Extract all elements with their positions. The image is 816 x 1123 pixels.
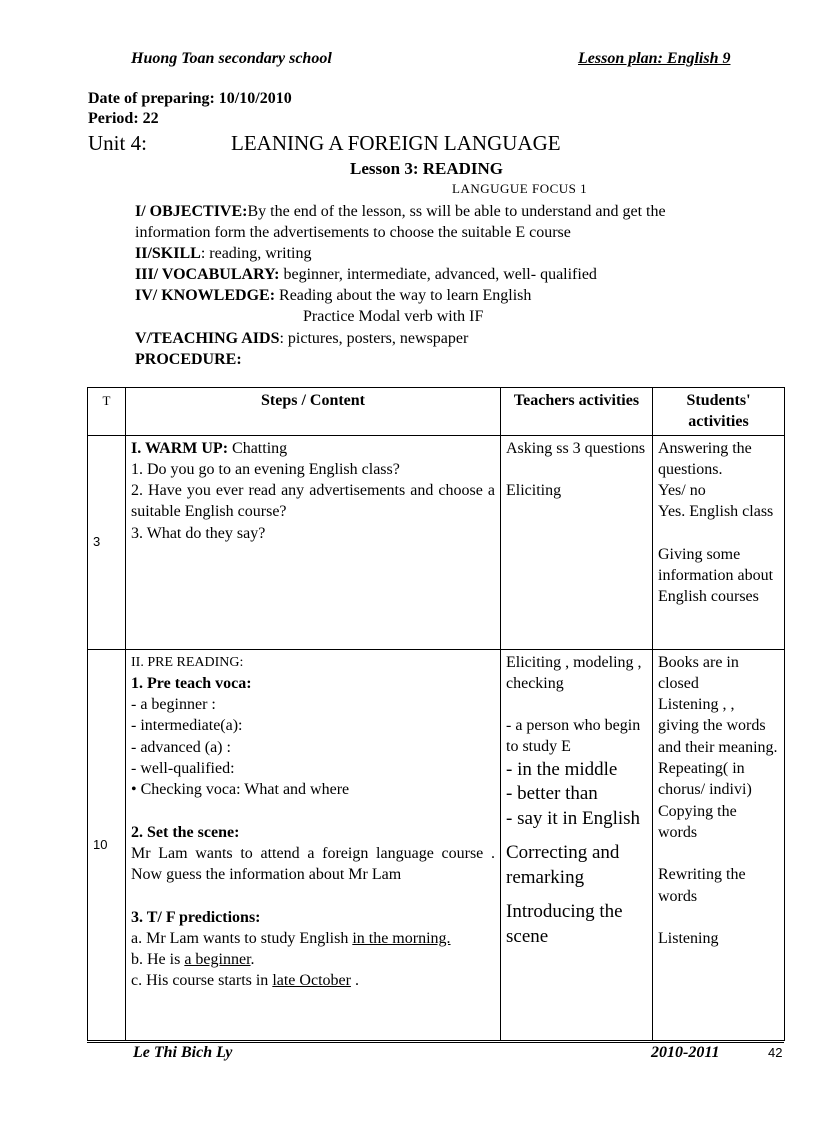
student-activity: Copying the words bbox=[658, 802, 737, 841]
procedure-heading: PROCEDURE: bbox=[135, 351, 242, 368]
teacher-activity: - better than bbox=[506, 783, 598, 805]
unit-title: LEANING A FOREIGN LANGUAGE bbox=[231, 131, 561, 155]
row1-time: 3 bbox=[88, 435, 126, 649]
date-of-preparing: Date of preparing: 10/10/2010 bbox=[88, 90, 292, 107]
student-activity: Rewriting the words bbox=[658, 866, 746, 905]
prediction-a bbox=[131, 928, 495, 949]
warm-up-question-3: 3. What do they say? bbox=[131, 524, 266, 542]
teacher-activity: Asking ss 3 questions bbox=[506, 439, 646, 457]
row2-steps bbox=[126, 649, 501, 1040]
lesson-subtitle: LANGUGUE FOCUS 1 bbox=[452, 181, 588, 196]
page-number: 42 bbox=[768, 1045, 783, 1060]
vocab-item: - advanced (a) : bbox=[131, 738, 231, 756]
skill-text: : reading, writing bbox=[200, 245, 312, 262]
footer-rule bbox=[87, 1042, 784, 1043]
set-scene-text: Mr Lam wants to attend a foreign language course . Now guess the information about Mr Lam bbox=[131, 844, 495, 884]
warm-up-question-2: 2. Have you ever read any advertisements and choose a suitable English course? bbox=[131, 482, 495, 521]
vocabulary-label: III/ VOCABULARY: bbox=[135, 266, 280, 283]
prediction-b-end: . bbox=[250, 951, 255, 969]
unit-number: Unit 4: bbox=[88, 131, 147, 155]
teacher-activity: Eliciting , modeling , checking bbox=[506, 653, 642, 692]
teaching-aids-label: V/TEACHING AIDS bbox=[135, 330, 280, 347]
prediction-b-underlined: a beginner bbox=[184, 951, 251, 969]
row1-students bbox=[653, 435, 785, 649]
student-activity: Yes. English class bbox=[658, 503, 774, 521]
row1-teachers bbox=[501, 435, 653, 649]
vocab-item: - well-qualified: bbox=[131, 760, 235, 778]
row2-teachers bbox=[501, 649, 653, 1040]
skill-label: II/SKILL bbox=[135, 245, 201, 262]
vocabulary-line bbox=[135, 264, 597, 285]
teaching-aids-text: : pictures, posters, newspaper bbox=[279, 330, 469, 347]
vocabulary-text: beginner, intermediate, advanced, well- qualified bbox=[279, 266, 597, 283]
student-activity: Yes/ no bbox=[658, 482, 706, 500]
bullet-icon: • bbox=[131, 781, 141, 799]
pre-reading-heading: II. PRE READING: bbox=[131, 654, 244, 670]
teacher-activity: - a person who begin to study E bbox=[506, 717, 641, 756]
procedure-table bbox=[87, 387, 785, 1041]
warm-up-question-1: 1. Do you go to an evening English class? bbox=[131, 460, 400, 478]
lesson-title: Lesson 3: READING bbox=[350, 159, 504, 178]
vocab-item: - a beginner : bbox=[131, 696, 216, 714]
teacher-activity: Correcting and remarking bbox=[506, 842, 620, 888]
prediction-c bbox=[131, 970, 495, 991]
knowledge-label: IV/ KNOWLEDGE: bbox=[135, 287, 276, 304]
warm-up-activity: Chatting bbox=[228, 439, 288, 457]
teacher-activity: Eliciting bbox=[506, 481, 562, 499]
col-header-steps: Steps / Content bbox=[126, 388, 501, 436]
knowledge-line-2: Practice Modal verb with IF bbox=[303, 308, 484, 325]
student-activity: Repeating( in chorus/ indivi) bbox=[658, 760, 752, 799]
row2-students bbox=[653, 649, 785, 1040]
col-header-time: T bbox=[88, 388, 126, 436]
prediction-a-text: a. Mr Lam wants to study English bbox=[131, 929, 353, 947]
lesson-plan-title: Lesson plan: English 9 bbox=[578, 50, 731, 67]
prediction-a-underlined: in the morning. bbox=[352, 929, 451, 947]
prediction-c-end: . bbox=[350, 972, 359, 990]
teacher-activity: Introducing the scene bbox=[506, 901, 623, 947]
knowledge-line bbox=[135, 285, 531, 306]
set-scene-title: 2. Set the scene: bbox=[131, 823, 240, 841]
pre-teach-voca-title: 1. Pre teach voca: bbox=[131, 674, 252, 692]
table-row bbox=[88, 649, 785, 1040]
school-year: 2010-2011 bbox=[651, 1044, 720, 1061]
objective-line-1 bbox=[135, 201, 666, 222]
student-activity: Listening bbox=[658, 929, 719, 947]
skill-line bbox=[135, 243, 311, 264]
table-row bbox=[88, 435, 785, 649]
student-activity: Answering the questions. bbox=[658, 439, 752, 478]
warm-up-label: I. WARM UP: bbox=[131, 439, 229, 457]
teacher-activity: - say it in English bbox=[506, 807, 641, 829]
student-activity: Books are in closed bbox=[658, 653, 739, 692]
student-activity: Listening , , giving the words and their meaning. bbox=[658, 696, 778, 756]
objective-label: I/ OBJECTIVE: bbox=[135, 203, 248, 220]
row2-time: 10 bbox=[88, 649, 126, 1040]
school-name: Huong Toan secondary school bbox=[131, 50, 332, 67]
objective-text: By the end of the lesson, ss will be able to understand and get the bbox=[247, 203, 666, 220]
teacher-activity: - in the middle bbox=[506, 758, 618, 780]
tf-predictions-title: 3. T/ F predictions: bbox=[131, 908, 261, 926]
prediction-c-text: c. His course starts in bbox=[131, 972, 273, 990]
period: Period: 22 bbox=[88, 110, 159, 127]
warm-up-title bbox=[131, 438, 495, 459]
prediction-b-text: b. He is bbox=[131, 951, 185, 969]
author-name: Le Thi Bich Ly bbox=[133, 1044, 233, 1061]
checking-voca-text: Checking voca: What and where bbox=[140, 781, 350, 799]
col-header-students: Students' activities bbox=[653, 388, 785, 436]
knowledge-text: Reading about the way to learn English bbox=[275, 287, 532, 304]
prediction-c-underlined: late October bbox=[272, 972, 351, 990]
table-header-row bbox=[88, 388, 785, 436]
row1-steps bbox=[126, 435, 501, 649]
vocab-item: - intermediate(a): bbox=[131, 717, 243, 735]
col-header-teachers: Teachers activities bbox=[501, 388, 653, 436]
checking-voca bbox=[131, 779, 495, 800]
student-activity: Giving some information about English courses bbox=[658, 545, 774, 606]
objective-line-2: information form the advertisements to choose the suitable E course bbox=[135, 224, 571, 241]
prediction-b bbox=[131, 949, 495, 970]
teaching-aids-line bbox=[135, 328, 468, 349]
